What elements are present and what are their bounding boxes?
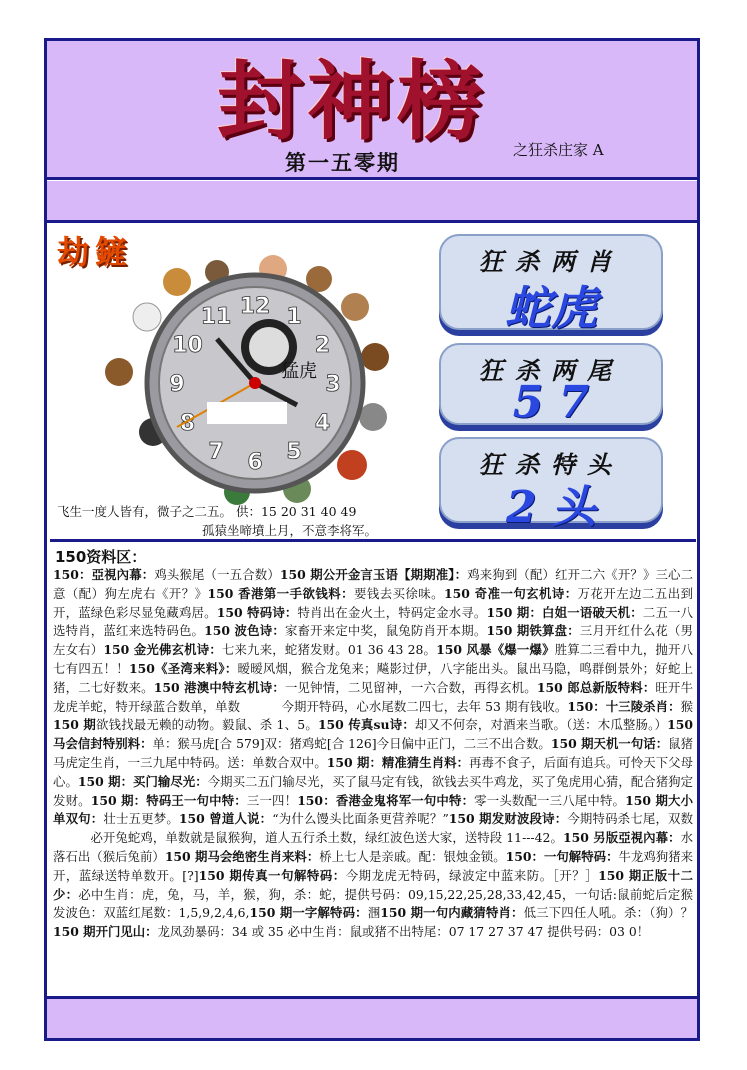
zodiac-clock-art xyxy=(57,227,427,538)
data-text-run: 暧暧风烟，猴合龙兔来；飚影过伊，八字能出头。鼠出马隐，鸣群倒景外；好蛇上猪，二七好数来。 xyxy=(53,660,694,695)
data-label: 150 期开门见山： xyxy=(53,924,158,940)
header-band xyxy=(47,41,697,180)
data-label: 150 期传真一句解特码： xyxy=(198,867,346,883)
data-text-run: 涠 xyxy=(367,905,381,921)
data-text-run: 欲钱找最无赖的动物。毅鼠、杀 1、5。 xyxy=(96,717,318,733)
sub-band xyxy=(47,181,697,223)
data-label: 150 期：特码王一句中特： xyxy=(90,792,247,808)
clock-number: 12 xyxy=(239,294,271,319)
data-text-run: 必中生肖：虎，兔，马，羊，猴，狗，杀：蛇，提供号码：09,15,22,25,28,33,42,45，一句话:鼠前蛇后定猴发波色：双蓝红尾数：1,5,9,2,4,6, xyxy=(53,886,693,921)
data-text-run: 要钱去买徐味。 xyxy=(353,585,445,601)
data-label: 150 期：买门输尽光： xyxy=(77,773,208,789)
footer-band xyxy=(47,996,697,1038)
data-label: 150：十三陵杀肖： xyxy=(567,698,681,714)
data-text-run: 特肖出在金火土，特码定金水寻。 xyxy=(297,604,487,620)
data-label: 150 金光佛玄机诗： xyxy=(103,642,222,658)
page-title: 封神榜 xyxy=(217,51,487,152)
clock-label: 猛虎 xyxy=(281,361,317,382)
jiejie-badge: 劫鏟 xyxy=(57,233,134,271)
data-label: 150：亞視內幕： xyxy=(53,567,155,582)
panel-heading: 狂杀两尾 xyxy=(479,356,623,385)
data-text-run: 低三下四任人吼。杀：（狗）？ xyxy=(523,905,694,921)
blank-plate xyxy=(207,402,287,424)
data-text-run: 一见钟情，二见留神，一六合数，再得玄机。 xyxy=(284,679,537,695)
data-text-run: 今期买二五门输尽光，买了鼠马定有钱，欲钱去买牛鸡龙，买了兔虎用心猜，配合猪狗定发财。 xyxy=(53,773,693,808)
panel-value: 2 头 xyxy=(506,482,596,533)
data-label: 150 期发财波段诗： xyxy=(448,811,568,827)
clock-number: 7 xyxy=(208,439,224,465)
data-text-run: 桥上七人是亲戚。配：银烛金锁。 xyxy=(319,848,506,864)
poem-line-1: 飞生一度人皆有，微子之二五。 供：15 20 31 40 49 xyxy=(57,504,357,519)
clock-number: 5 xyxy=(286,439,302,465)
issue-number: 第一五零期 xyxy=(285,150,400,175)
data-text-run: 龙凤劲暴码：34 或 35 必中生肖：鼠或猪不出特尾：07 17 27 37 47 提供号码：03 0！ xyxy=(157,924,650,940)
data-text-run: “为什么馒头比面条更营养呢？” xyxy=(272,811,449,827)
data-text-run: 牛龙鸡狗猪来开，蓝绿送特单数开。[?] xyxy=(53,848,694,883)
prediction-panel xyxy=(439,343,663,428)
data-label: 150 期公开金言玉语【期期准】： xyxy=(279,567,468,582)
clock-number: 9 xyxy=(169,372,185,397)
clock-number: 1 xyxy=(286,304,302,330)
clock-number: 6 xyxy=(247,450,263,475)
data-label: 150 曾道人说： xyxy=(178,811,273,827)
data-label: 150 香港第一手欲钱料： xyxy=(207,585,354,601)
page-frame xyxy=(44,38,700,1041)
data-label: 150 期大小单双句： xyxy=(53,792,694,827)
data-text-run: 却又不何奈，对酒来当歌。（送：木瓜整肠。） xyxy=(414,717,668,733)
data-label: 150 期 xyxy=(53,717,96,733)
data-text-run: 三一四！ xyxy=(246,792,298,808)
clock-number: 10 xyxy=(172,333,203,358)
data-text-run: 壮士五更梦。 xyxy=(103,811,179,827)
page-subtitle: 之狂杀庄家 A xyxy=(513,141,604,159)
prediction-panel xyxy=(439,234,663,335)
data-label: 150 风暴《爆一爆》 xyxy=(436,642,555,658)
clock-number: 2 xyxy=(314,333,331,358)
data-label: 150 马会信封特别料： xyxy=(53,717,693,752)
data-label: 150：香港金鬼将军一句中特： xyxy=(297,792,475,808)
data-text-run: 旺开牛龙虎羊蛇，特开绿蓝合数单，单数 今期开特码，心水尾数二四七，去年 53 期有钱收。 xyxy=(53,679,694,714)
clock-number: 11 xyxy=(200,304,232,330)
data-paragraph xyxy=(53,566,693,942)
data-text-run: 水落石出（猴后兔前） xyxy=(53,830,693,864)
data-text-run: 单：猴马虎[合 579]双：猪鸡蛇[合 126]今日偏中正门，二三不出合数。 xyxy=(152,736,551,752)
data-label: 150 期一字解特码： xyxy=(249,905,368,921)
data-label: 150 期天机一句话： xyxy=(550,736,669,752)
data-text-run: 今期龙虎无特码，绿波定中蓝来防。［开？］ xyxy=(345,867,599,883)
clock-number: 3 xyxy=(325,372,341,397)
prediction-panel xyxy=(439,437,663,533)
data-text-run: 零一头数配一三八尾中特。 xyxy=(474,792,626,808)
data-text-run: 鸡头猴尾（一五合数） xyxy=(154,567,280,582)
data-text-run: 鼠猪马虎定生肖，一三九尾中特码。送：单数合双中。 xyxy=(53,736,694,770)
data-text-run: 再毒不食子，后面有追兵。可怜天下父母心。 xyxy=(53,754,694,789)
data-label: 150 港澳中特玄机诗： xyxy=(153,679,285,695)
data-label: 150 期一句内藏猜特肖： xyxy=(380,905,524,921)
data-text-run: 三月开红什么花（男左女右） xyxy=(53,623,694,658)
data-text-run: 猴 xyxy=(680,698,693,714)
data-text-run: 二五一八选特肖，蓝红来选特码色。 xyxy=(53,604,694,639)
poem-line-2: 孤猿坐啼墳上月，不意李将军。 xyxy=(202,523,378,538)
clock-number: 8 xyxy=(179,411,196,436)
data-section xyxy=(50,539,696,997)
panel-value: 5 7 xyxy=(512,377,590,428)
data-text-run: 万花开左边二五出到开，蓝绿色彩尽显兔藏鸡居。 xyxy=(53,585,694,620)
data-text-run: 鸡来狗到（配）红开二六《开？》三心二意（配）狗左虎右《开？》 xyxy=(53,567,693,601)
data-label: 150 传真su诗： xyxy=(317,717,415,733)
data-label: 150 波色诗： xyxy=(204,623,285,639)
data-text-run: 家畜开来定中奖，鼠兔防肖开本期。 xyxy=(284,623,487,639)
data-label: 150 期马会绝密生肖来料： xyxy=(164,848,320,864)
data-text-run: 今期特码杀七尾，双数 必开兔蛇鸡，单数就是鼠猴狗，道人五行杀土数，绿红波色送大家，送特段 11---42。 xyxy=(53,811,694,846)
data-label: 150 期：精准猜生肖料： xyxy=(326,754,470,770)
clock-number: 4 xyxy=(314,411,331,436)
clock-illustration xyxy=(57,227,427,507)
panel-value: 蛇虎 xyxy=(505,281,597,335)
data-text-run: 胜算二三看中九，抛开八七有四五！！ xyxy=(53,642,694,676)
data-label: 150：一句解特码： xyxy=(505,848,619,864)
data-text-run: 七来九来，蛇猪发财。01 36 43 28。 xyxy=(221,642,437,658)
data-label: 150 另版亞視內幕： xyxy=(562,830,681,846)
data-label: 150 期铁算盘： xyxy=(486,623,580,639)
data-label: 150《圣湾来料》： xyxy=(128,660,238,676)
data-label: 150 奇准一句玄机诗： xyxy=(444,585,578,601)
data-heading: 150资料区： xyxy=(55,548,147,566)
data-label: 150 期正版十二少： xyxy=(53,867,693,902)
data-label: 150 特码诗： xyxy=(216,604,298,620)
data-label: 150 郎总新版特料： xyxy=(536,679,656,695)
data-label: 150 期：白姐一语破天机： xyxy=(486,604,643,620)
panel-heading: 狂杀两肖 xyxy=(479,247,623,276)
panel-heading: 狂杀特头 xyxy=(479,450,623,479)
